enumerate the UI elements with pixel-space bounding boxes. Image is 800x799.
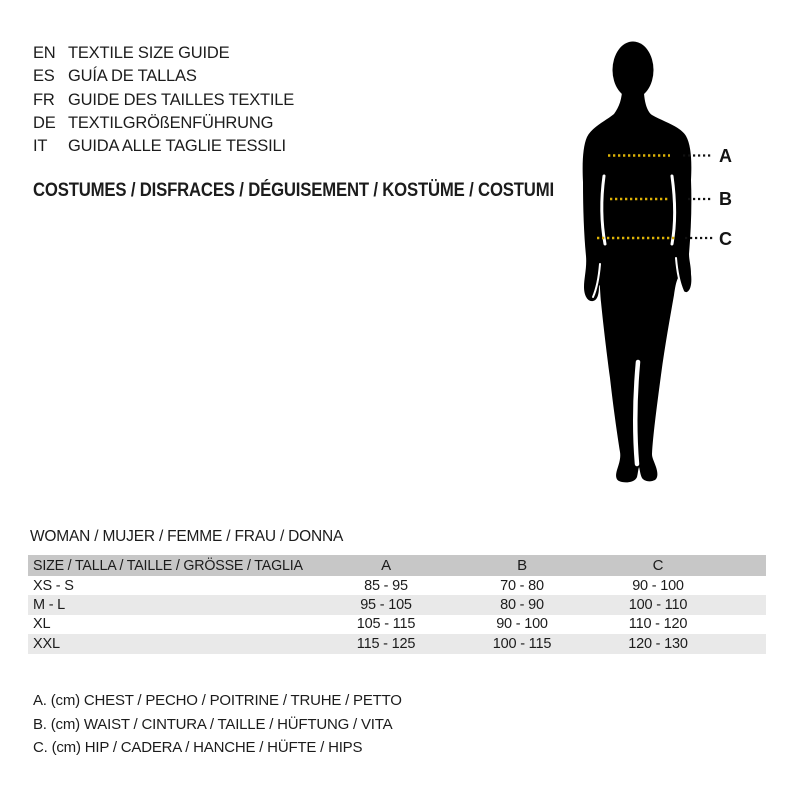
chest-value: 95 - 105 — [360, 597, 412, 614]
language-list — [33, 42, 294, 158]
measurement-legend — [33, 689, 402, 760]
size-cell: XS - S — [33, 577, 74, 594]
legend-line-chest: A. (cm) CHEST / PECHO / POITRINE / TRUHE / PETTO — [33, 692, 402, 709]
size-table — [28, 555, 766, 654]
table-row-m-l — [28, 595, 766, 614]
language-text: GUIDE DES TAILLES TEXTILE — [68, 90, 295, 109]
language-row-it — [33, 135, 294, 158]
size-table-header-filler — [726, 555, 766, 576]
woman-silhouette — [540, 30, 740, 500]
language-code: ES — [33, 67, 55, 86]
chest-value: 105 - 115 — [356, 616, 416, 633]
legend-line-waist: B. (cm) WAIST / CINTURA / TAILLE / HÜFTUNG / VITA — [33, 715, 393, 733]
size-table-header-c: C — [652, 557, 664, 574]
language-row-de — [33, 112, 294, 135]
size-table-header-row — [28, 555, 766, 576]
table-row-xxl — [28, 634, 766, 653]
language-text: TEXTILE SIZE GUIDE — [68, 44, 230, 62]
language-code: FR — [33, 90, 55, 109]
section-title-woman: WOMAN / MUJER / FEMME / FRAU / DONNA — [30, 528, 344, 545]
waist-value: 80 - 90 — [500, 597, 544, 614]
language-code: IT — [33, 137, 48, 156]
waist-value: 100 - 115 — [492, 635, 552, 652]
table-row-xs-s — [28, 576, 766, 595]
language-row-fr — [33, 89, 294, 112]
language-code: DE — [33, 113, 56, 132]
language-code: EN — [33, 44, 56, 62]
hip-value: 120 - 130 — [628, 635, 688, 652]
size-table-header-a: A — [381, 557, 391, 574]
language-row-es — [33, 65, 294, 88]
category-title: COSTUMES / DISFRACES / DÉGUISEMENT / KOSTÜME / COSTUMI — [33, 180, 554, 201]
chest-value: 115 - 125 — [356, 635, 416, 652]
hip-value: 100 - 110 — [628, 597, 688, 614]
size-cell: XL — [33, 616, 51, 633]
hip-value: 110 - 120 — [628, 616, 688, 633]
language-text: GUIDA ALLE TAGLIE TESSILI — [68, 137, 286, 156]
hip-value: 90 - 100 — [632, 577, 684, 594]
measure-label-a: A — [719, 146, 732, 166]
chest-value: 85 - 95 — [364, 577, 408, 594]
language-text: TEXTILGRÖßENFÜHRUNG — [68, 113, 274, 132]
size-cell: M - L — [33, 597, 66, 614]
table-row-xl — [28, 615, 766, 634]
size-cell: XXL — [33, 635, 60, 652]
measure-label-b: B — [719, 189, 732, 209]
measure-label-c: C — [719, 229, 732, 249]
language-row-en — [33, 42, 294, 65]
size-table-header-b: B — [517, 557, 527, 574]
waist-value: 70 - 80 — [500, 577, 544, 594]
waist-value: 90 - 100 — [496, 616, 548, 633]
legend-line-hip: C. (cm) HIP / CADERA / HANCHE / HÜFTE / HIPS — [33, 739, 363, 756]
size-table-header-size: SIZE / TALLA / TAILLE / GRÖSSE / TAGLIA — [33, 557, 303, 574]
language-text: GUÍA DE TALLAS — [68, 67, 197, 86]
